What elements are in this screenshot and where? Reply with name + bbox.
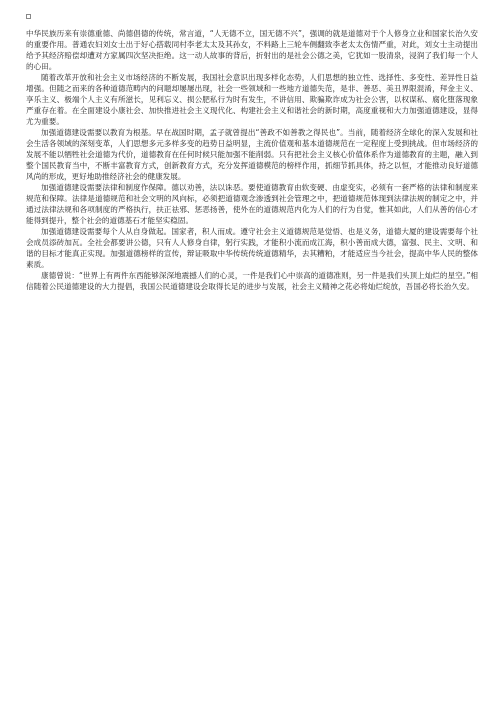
bullet-marker <box>26 14 31 19</box>
paragraph-law: 加强道德建设需要法律和制度作保障。德以劝善，法以诛恶。要使道德教育由软变硬、由虚变实，必须有一套严格的法律和制度来规范和保障。法律是道德规范和社会文明的风向标，必须把道德观念渗透到社会管理之中，把道德规范体现到法律法规的制定之中，并通过法律法规和各项制度的严格执行，扶正祛邪、惩恶扬善，使外在的道德规范内化为人们的行为自觉，惟其如此，人们从善的信心才能得到提升，整个社会的道德基石才能坚实稳固。 <box>26 183 478 225</box>
paragraph-self: 加强道德建设需要每个人从自身做起。国家者，积人而成。遵守社会主义道德规范是觉悟、也是义务，道德大厦的建设需要每个社会成员添砖加瓦。全社会都要讲公德，只有人人修身自律，躬行实践，才能积小流而成江海，积小善而成大德，富强、民主、文明、和谐的目标才能真正实现。加强道德榜样的宣传，辩证吸取中华传统传统道德精华，去其糟粕，才能适应当今社会，提高中华人民的整体素质。 <box>26 227 478 269</box>
paragraph-background: 随着改革开放和社会主义市场经济的不断发展，我国社会意识出现多样化态势，人们思想的独立性、选择性、多变性、差异性日益增强。但随之而来的各种道德范畴内的问题却屡屡出现，社会一些领域和一些地方道德失范，是非、善恶、美丑界限混淆，拜金主义、享乐主义、极端个人主义有所滋长，见利忘义、损公肥私行为时有发生，不讲信用、欺骗欺诈成为社会公害，以权谋私、腐化堕落现象严重存在着。在全面建设小康社会、加快推进社会主义现代化、构建社会主义和谐社会的新时期，高度重视和大力加强道德建设，显得尤为重要。 <box>26 73 478 126</box>
paragraph-conclusion: 康德曾说：“世界上有两件东西能够深深地震撼人们的心灵，一件是我们心中崇高的道德准则，另一件是我们头顶上灿烂的星空。”相信随着公民道德建设的大力提倡，我国公民道德建设会取得长足的进步与发展，社会主义精神之花必将灿烂绽放，吾国必将长治久安。 <box>26 271 478 291</box>
paragraph-intro: 中华民族历来有崇德重德、尚德倡德的传统，常言道，“人无德不立，国无德不兴”，强调的就是道德对于个人修身立业和国家长治久安的重要作用。普通农妇刘女士出于好心搭载同村李老太太及其孙女，不料路上三轮车侧翻致李老太太伤情严重，对此，刘女士主动提出给予其经济赔偿却遭对方家属四次坚决拒绝。这一动人故事的背后，折射出的是社会公德之美，它犹如一股清泉，浸润了我们每一个人的心田。 <box>26 29 478 71</box>
article-body <box>26 28 478 292</box>
paragraph-education: 加强道德建设需要以教育为根基。早在战国时期，孟子就曾提出“善政不如善教之得民也”。当前，随着经济全球化的深入发展和社会生活各领域的深刻变革，人们思想多元多样多变的趋势日益明显，主流价值观和基本道德规范在一定程度上受到挑战。但市场经济的发展不能以牺牲社会道德为代价，道德教育在任何时候只能加强不能削弱。只有把社会主义核心价值体系作为道德教育的主题，融入到整个国民教育当中，不断丰富教育方式，创新教育方式，充分发挥道德模范的榜样作用，抓细节抓具体，持之以恒，才能推动良好道德风尚的形成，更好地助推经济社会的健康发展。 <box>26 128 478 181</box>
